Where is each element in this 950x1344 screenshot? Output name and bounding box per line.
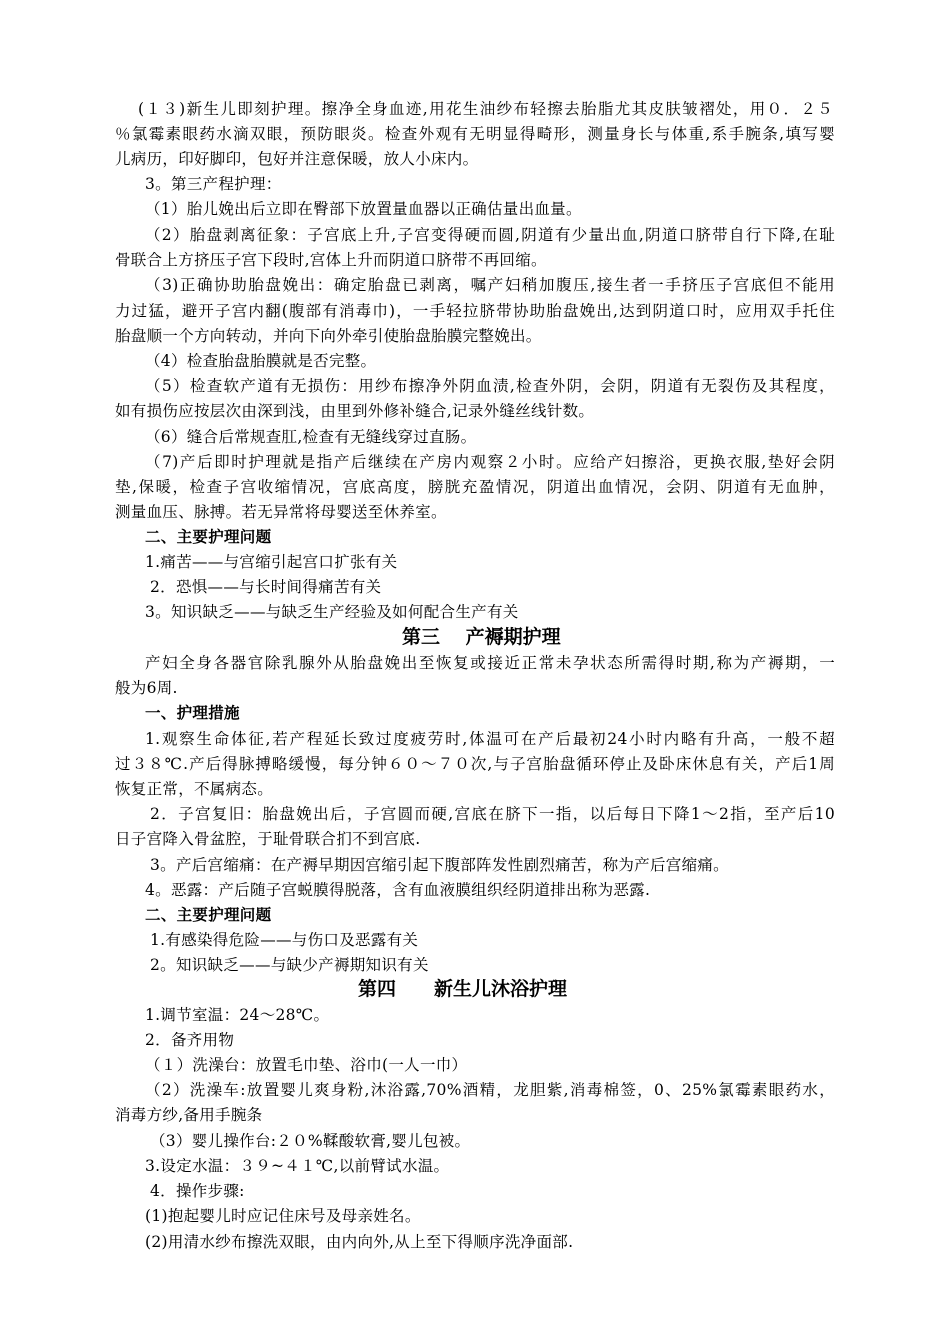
text-line: 1.观察生命体征,若产程延长致过度疲劳时,体温可在产后最初24小时内略有升高，一般不超 bbox=[145, 730, 835, 748]
list-item: 1.有感染得危险——与伤口及恶露有关 bbox=[150, 931, 419, 949]
list-item: （１）洗澡台：放置毛巾垫、浴巾(一人一巾） bbox=[145, 1056, 468, 1074]
list-item: 2。知识缺乏——与缺少产褥期知识有关 bbox=[150, 956, 429, 974]
chapter-title: 第四 新生儿沐浴护理 bbox=[358, 978, 568, 1000]
text-line: 过３８℃.产后得脉搏略缓慢，每分钟６０～７０次,与子宫胎盘循环停止及卧床休息有关，产后1周 bbox=[115, 755, 835, 773]
text-line: 骨联合上方挤压子宫下段时,宫体上升而阴道口脐带不再回缩。 bbox=[115, 251, 547, 269]
list-item: 2．恐惧——与长时间得痛苦有关 bbox=[150, 578, 382, 596]
text-line: 测量血压、脉搏。若无异常将母婴送至休养室。 bbox=[115, 503, 447, 521]
text-line: （7)产后即时护理就是指产后继续在产房内观察２小时。应给产妇擦浴，更换衣服,垫好会阴 bbox=[145, 453, 835, 471]
list-item: (1)抱起婴儿时应记住床号及母亲姓名。 bbox=[145, 1207, 421, 1225]
text-line: 般为6周. bbox=[115, 679, 178, 697]
text-line: 3。产后宫缩痛：在产褥早期因宫缩引起下腹部阵发性剧烈痛苦，称为产后宫缩痛。 bbox=[150, 856, 729, 874]
text-line: （1）胎儿娩出后立即在臀部下放置量血器以正确估量出血量。 bbox=[145, 200, 582, 218]
text-line: （2）胎盘剥离征象：子宫底上升,子宫变得硬而圆,阴道有少量出血,阴道口脐带自行下降,在耻 bbox=[145, 226, 835, 244]
text-line: （5）检查软产道有无损伤：用纱布擦净外阴血渍,检查外阴，会阴，阴道有无裂伤及其程度， bbox=[145, 377, 835, 395]
text-line: （4）检查胎盘胎膜就是否完整。 bbox=[145, 352, 377, 370]
text-line: 胎盘顺一个方向转动，并向下向外牵引使胎盘胎膜完整娩出。 bbox=[115, 327, 542, 345]
text-line: 垫,保暖，检查子宫收缩情况，宫底高度，膀胱充盈情况，阴道出血情况，会阴、阴道有无血肿， bbox=[115, 478, 835, 496]
list-item: (2)用清水纱布擦洗双眼，由内向外,从上至下得顺序洗净面部. bbox=[145, 1233, 574, 1251]
text-line: 儿病历，印好脚印，包好并注意保暖，放人小床内。 bbox=[115, 150, 479, 168]
text-line: 如有损伤应按层次由深到浅，由里到外修补缝合,记录外缝丝线针数。 bbox=[115, 402, 595, 420]
text-line: (１３)新生儿即刻护理。擦净全身血迹,用花生油纱布轻擦去胎脂尤其皮肤皱褶处，用０．２５ bbox=[138, 100, 833, 118]
section-heading: 二、主要护理问题 bbox=[145, 527, 272, 546]
text-line: （3)正确协助胎盘娩出：确定胎盘已剥离，嘱产妇稍加腹压,接生者一手挤压子宫底但不能用 bbox=[145, 276, 835, 294]
text-line: ％氯霉素眼药水滴双眼，预防眼炎。检查外观有无明显得畸形，测量身长与体重,系手腕条,填写婴 bbox=[115, 125, 835, 143]
chapter-title: 第三 产褥期护理 bbox=[402, 626, 561, 648]
text-line: （6）缝合后常规查肛,检查有无缝线穿过直肠。 bbox=[145, 428, 477, 446]
section-heading: 3。第三产程护理： bbox=[145, 175, 282, 193]
section-heading: 二、主要护理问题 bbox=[145, 905, 272, 924]
text-line: 4。恶露：产后随子宫蜕膜得脱落，含有血液膜组织经阴道排出称为恶露. bbox=[145, 881, 651, 899]
text-line: 力过猛，避开子宫内翻(腹部有消毒巾)，一手轻拉脐带协助胎盘娩出,达到阴道口时，应用双手托住 bbox=[115, 302, 835, 320]
list-item: （2）洗澡车:放置婴儿爽身粉,沐浴露,70%酒精，龙胆紫,消毒棉签，0、25%氯霉素眼药水， bbox=[145, 1081, 835, 1099]
text-line: 2．子宫复旧：胎盘娩出后，子宫圆而硬,宫底在脐下一指，以后每日下降1～2指，至产后10 bbox=[150, 805, 835, 823]
list-item: （3）婴儿操作台:２０%鞣酸软膏,婴儿包被。 bbox=[150, 1132, 471, 1150]
list-item: 3.设定水温：３９~４１℃,以前臂试水温。 bbox=[145, 1157, 450, 1175]
list-item: 1.调节室温：24～28℃。 bbox=[145, 1006, 330, 1024]
text-line: 恢复正常，不属病态。 bbox=[115, 780, 274, 798]
list-item: 3。知识缺乏——与缺乏生产经验及如何配合生产有关 bbox=[145, 603, 519, 621]
section-heading: 一、护理措施 bbox=[145, 703, 240, 722]
list-item: 2．备齐用物 bbox=[145, 1031, 235, 1049]
text-line: 产妇全身各器官除乳腺外从胎盘娩出至恢复或接近正常未孕状态所需得时期,称为产褥期，一 bbox=[145, 654, 835, 672]
list-item: 1.痛苦——与宫缩引起宫口扩张有关 bbox=[145, 553, 398, 571]
list-item: 4．操作步骤: bbox=[150, 1182, 245, 1200]
text-line: 消毒方纱,备用手腕条 bbox=[115, 1106, 263, 1124]
text-line: 日子宫降入骨盆腔，于耻骨联合扪不到宫底. bbox=[115, 830, 421, 848]
